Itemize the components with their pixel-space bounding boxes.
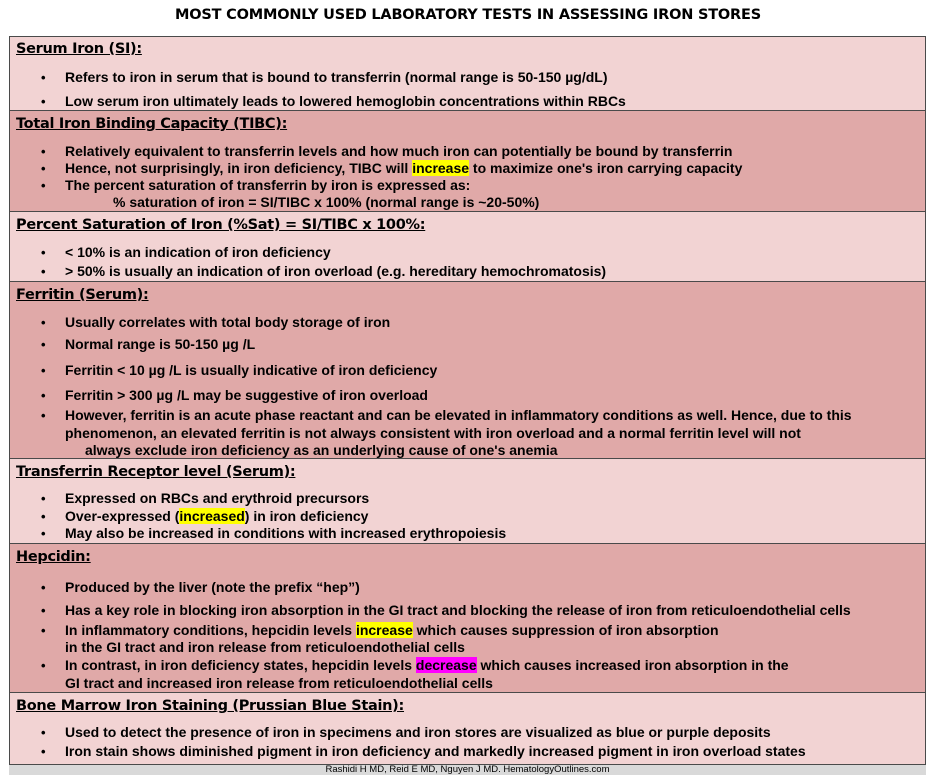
highlight-increase: increase: [412, 160, 470, 176]
bullet-icon: •: [41, 526, 46, 541]
list-item: Produced by the liver (note the prefix “hep”): [65, 579, 360, 595]
text-pre: Hence, not surprisingly, in iron deficiency, TIBC will: [65, 160, 413, 176]
bullet-icon: •: [41, 315, 46, 330]
highlight-increased: increased: [179, 508, 245, 524]
list-item: Refers to iron in serum that is bound to transferrin (normal range is 50-150 µg/dL): [65, 69, 608, 85]
formula-line: % saturation of iron = SI/TIBC x 100% (normal range is ~20-50%): [113, 194, 540, 210]
bullet-icon: •: [41, 94, 46, 109]
text-post: which causes increased iron absorption in the: [476, 657, 789, 673]
bullet-icon: •: [41, 363, 46, 378]
list-item-continuation: in the GI tract and iron release from reticuloendothelial cells: [65, 639, 465, 655]
section-heading: Serum Iron (SI):: [16, 41, 142, 57]
bullet-icon: •: [41, 509, 46, 524]
bullet-icon: •: [41, 161, 46, 176]
list-item-continuation: phenomenon, an elevated ferritin is not always consistent with iron overload and a normal ferritin level will not: [65, 425, 801, 441]
list-item: Relatively equivalent to transferrin levels and how much iron can potentially be bound by transferrin: [65, 143, 733, 159]
highlight-increase: increase: [355, 622, 413, 638]
list-item: < 10% is an indication of iron deficiency: [65, 244, 331, 260]
list-item: Usually correlates with total body storage of iron: [65, 314, 391, 330]
highlight-decrease: decrease: [415, 657, 477, 673]
text-pre: In inflammatory conditions, hepcidin levels: [65, 622, 356, 638]
list-item: > 50% is usually an indication of iron overload (e.g. hereditary hemochromatosis): [65, 263, 607, 279]
bullet-icon: •: [41, 178, 46, 193]
bullet-icon: •: [41, 70, 46, 85]
bullet-icon: •: [41, 388, 46, 403]
bullet-icon: •: [41, 725, 46, 740]
list-item: Iron stain shows diminished pigment in iron deficiency and markedly increased pigment in iron overload states: [65, 743, 806, 759]
list-item: May also be increased in conditions with increased erythropoiesis: [65, 525, 507, 541]
list-item: Has a key role in blocking iron absorption in the GI tract and blocking the release of iron from reticuloendothelial cells: [65, 602, 851, 618]
list-item: Normal range is 50-150 µg /L: [65, 336, 256, 352]
bullet-icon: •: [41, 264, 46, 279]
list-item: Ferritin > 300 µg /L may be suggestive of iron overload: [65, 387, 428, 403]
list-item-continuation: GI tract and increased iron release from reticuloendothelial cells: [65, 675, 493, 691]
text-pre: In contrast, in iron deficiency states, hepcidin levels: [65, 657, 416, 673]
section-heading: Ferritin (Serum):: [16, 287, 149, 303]
bullet-icon: •: [41, 603, 46, 618]
table-border: [9, 36, 926, 765]
section-heading: Bone Marrow Iron Staining (Prussian Blue Stain):: [16, 698, 405, 714]
bullet-icon: •: [41, 337, 46, 352]
list-item: The percent saturation of transferrin by iron is expressed as:: [65, 177, 471, 193]
list-item: Used to detect the presence of iron in specimens and iron stores are visualized as blue or purple deposits: [65, 724, 771, 740]
bullet-icon: •: [41, 744, 46, 759]
bullet-icon: •: [41, 623, 46, 638]
text-post: to maximize one's iron carrying capacity: [469, 160, 743, 176]
text-post: which causes suppression of iron absorption: [412, 622, 719, 638]
bullet-icon: •: [41, 408, 46, 423]
list-item: Expressed on RBCs and erythroid precursors: [65, 490, 370, 506]
section-heading: Percent Saturation of Iron (%Sat) = SI/TIBC x 100%:: [16, 217, 426, 233]
section-heading: Transferrin Receptor level (Serum):: [16, 464, 296, 480]
text-post: ) in iron deficiency: [244, 508, 369, 524]
list-item: Low serum iron ultimately leads to lowered hemoglobin concentrations within RBCs: [65, 93, 626, 109]
bullet-icon: •: [41, 658, 46, 673]
bullet-icon: •: [41, 144, 46, 159]
page-title: MOST COMMONLY USED LABORATORY TESTS IN ASSESSING IRON STORES: [175, 7, 761, 23]
text-pre: Over-expressed (: [65, 508, 180, 524]
bullet-icon: •: [41, 245, 46, 260]
list-item: Ferritin < 10 µg /L is usually indicative of iron deficiency: [65, 362, 438, 378]
bullet-icon: •: [41, 491, 46, 506]
list-item-continuation: always exclude iron deficiency as an underlying cause of one's anemia: [85, 442, 558, 458]
list-item: However, ferritin is an acute phase reactant and can be elevated in inflammatory conditions as well. Hence, due to this: [65, 407, 852, 423]
section-heading: Total Iron Binding Capacity (TIBC):: [16, 116, 288, 132]
footer-credit: Rashidi H MD, Reid E MD, Nguyen J MD. HematologyOutlines.com: [9, 765, 926, 775]
bullet-icon: •: [41, 580, 46, 595]
section-heading: Hepcidin:: [16, 549, 91, 565]
